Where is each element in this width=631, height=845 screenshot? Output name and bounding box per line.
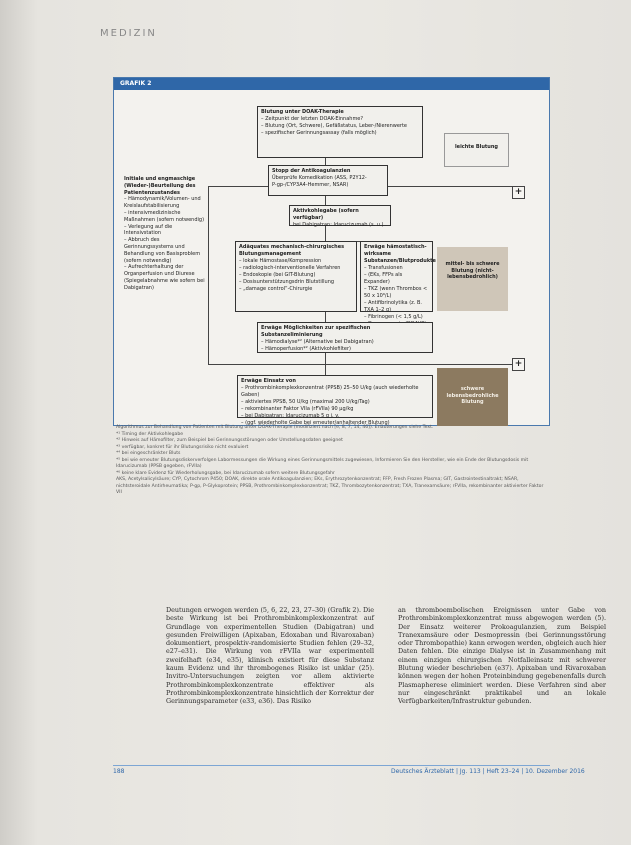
box-charcoal-title: Aktivkohlegabe (sofern verfügbar) — [293, 208, 359, 221]
left-column-item: – Aufrechterhaltung der Organperfusion und Diurese (Spiegelabnahme wie sofern bei Dabigatran) — [124, 264, 205, 291]
box-stop — [268, 165, 388, 196]
box-stop-title: Stopp der Antikoagulanzien — [272, 168, 351, 174]
box-mechanical — [235, 241, 357, 312]
box-history-item: – Blutung (Ort, Schwere), Gefäßstatus, Leber-/Nierenwerte — [261, 123, 419, 130]
box-mechanical-item: – radiologisch-interventionelle Verfahren — [239, 265, 353, 272]
connector — [325, 158, 326, 165]
connector — [208, 364, 512, 365]
severity-mild — [444, 133, 509, 167]
footnote: *¹ Timing der Aktivkohlegabe — [116, 431, 184, 437]
box-substitution — [360, 241, 436, 320]
footnote: *² Hinweis auf Hämofilter, zum Beispiel bei Gerinnungsstörungen oder Umstellungsdaten geeignet — [116, 438, 343, 443]
severity-severe — [437, 368, 508, 426]
box-history-item: – spezifischer Gerinnungsassay (falls möglich) — [261, 130, 419, 137]
box-mechanical-item: – lokale Hämostase/Kompression — [239, 258, 353, 265]
left-column-item-text: Hämodynamik/Volumen- und Kreislaufstabilisierung — [124, 196, 201, 210]
box-mechanical-item: – Dosisunterstützungsdrin Blutstillung — [239, 279, 353, 286]
figure-heading: GRAFIK 2 — [114, 78, 549, 90]
footnote: Algorithmus zur Behandlung von Patienten mit Blutung unter DOAK-Therapie (modifiziert nach [e, 8, 7, 14, 46]). Erläuterungen siehe Text. — [116, 425, 434, 430]
box-substitution-item: – Antifibrinolytika (z. B. TXA 1–2 g) — [364, 300, 429, 314]
journal-citation: Deutsches Ärzteblatt | Jg. 113 | Heft 23–24 | 10. Dezember 2016 — [391, 768, 585, 775]
footnote: *⁶ keine klare Evidenz für Wiederholungsgabe, bei Idarucizumab sofern weitere Blutungsgefahr — [116, 470, 335, 476]
body-text-left: Deutungen erwogen werden (5, 6, 22, 23, 27–30) (Grafik 2). Die beste Wirkung ist bei Prothrombinkomplexkonzentrat auf Grundlage von experimentellen Studien (Dabigatran) und gesunden Freiwilligen (Apixaban, Edoxaban und Rivaroxaban) dokumentiert, prospektiv-randomisierte Studien fehlen (29–32, e27–e31). Die Wirkung von rFVIIa war experimentell zweifelhaft (e34, e35), klinisch existiert für diese Substanz kaum Evidenz und ihr thrombogenes Risiko ist unklar (25). Invitro-Untersuchungen zeigten vor allem aktivierte Prothrombinkomplexkonzentrate effektiver als Prothrombinkomplexkonzentrate hinsichtlich der Korrektur der Gerinnungsparameter (e33, e36). Das Risiko — [166, 606, 374, 706]
box-final-title: Erwäge Einsatz von — [241, 378, 296, 384]
box-specific-item: – Hämoperfusion*² (Aktivkohlefilter) — [261, 346, 429, 353]
left-assessment-column — [124, 176, 208, 364]
section-label: MEDIZIN — [100, 28, 157, 39]
box-specific — [257, 322, 433, 353]
box-final-item: – rekombinanter Faktor VIIa (rFVIIa) 90 µg/kg — [241, 406, 429, 413]
severity-severe-label: schwere lebensbedrohliche Blutung — [446, 386, 499, 405]
severity-moderate — [437, 247, 508, 311]
box-final-item: – Prothrombinkomplexkonzentrat (PPSB) 25–50 U/kg (auch wiederholte Gaben) — [241, 385, 429, 399]
box-final-item: – (ggf. wiederholte Gabe bei erneuter/anhaltender Blutung) — [241, 420, 429, 427]
left-column-title: Initiale und engmaschige (Wieder-)Beurteilung des Patientenzustandes — [124, 176, 196, 196]
box-final-item: – bei Dabigatran: Idarucizumab 5 g i. v. — [241, 413, 429, 420]
plus-icon: + — [512, 186, 525, 199]
connector — [325, 196, 326, 205]
box-substitution-item: – (EKs, FFPs als Expander) — [364, 272, 429, 286]
left-column-item: – Abbruch des Gerinnungssystems und Behandlung von Basisproblem (sofern notwendig) — [124, 237, 201, 264]
body-text-right: an thromboembolischen Ereignissen unter Gabe von Prothrombinkomplexkonzentrat muss abgewogen werden (5). Der Einsatz weiterer Prokoagulanzien, zum Beispiel Tranexamsäure oder Desmopressin (bei Gerinnungsstörung oder Thrombopathie) kann erwogen werden, obgleich auch hier Daten fehlen. Die einzige Dialyse ist in Zusammenhang mit einem einzigen chirurgischen Notfalleinsatz mit schwerer Blutung wieder beschrieben (e37). Apixaban und Rivaroxaban können wegen der hohen Proteinbindung gegebenenfalls durch Plasmapherese eliminiert werden. Diese Verfahren sind aber nur eingeschränkt praktikabel und an lokale Verfügbarkeiten/Infrastruktur gebunden. — [398, 606, 606, 706]
left-column-item: – Verlegung auf die Intensivstation — [124, 223, 173, 237]
connector — [208, 186, 209, 364]
box-substitution-item: – Transfusionen — [364, 265, 429, 272]
severity-moderate-label: mittel- bis schwere Blutung (nicht-lebensbedrohlich) — [445, 261, 500, 280]
footer-rule — [113, 765, 550, 766]
footnote: *³ verfügbar, konkret für ihr Blutungsrisiko nicht evaluiert — [116, 444, 249, 450]
box-final-item: – aktiviertes PPSB, 50 U/kg (maximal 200 U/kg/Tag) — [241, 399, 429, 406]
footnote: AKS, Acetylsalicylsäure; CYP, Cytochrom P450; DOAK, direkte orale Antikoagulanzien; EKs, Erythrozytenkonzentrat; FFP, Fresh Frozen Plasma; GIT, Gastrointestinaltrakt; NSAR, nichtsteroidale Antirheumatika; P-gp, P-Glykoprotein; PPSB, Prothrombinkomplexkonzentrat; TKZ, Thrombozytenkonzentrat; TXA, Tranexamsäure; rFVIIa, rekombinanter aktivierter Faktor VII — [116, 477, 544, 495]
box-charcoal — [289, 205, 391, 226]
left-column-item-text: Abbruch des Gerinnungssystems und Behandlung von Basisproblem (sofern notwendig) — [124, 237, 201, 264]
left-column-item-text: Verlegung auf die Intensivstation — [124, 223, 173, 237]
left-column-item: – intensivmedizinische Maßnahmen (sofern notwendig) — [124, 209, 205, 223]
footnote: *⁴ bei eingeschränkter Bluts — [116, 451, 181, 456]
box-mechanical-item: – Endoskopie (bei GIT-Blutung) — [239, 272, 353, 279]
box-substitution-item: – Fibrinogen (< 1,5 g/L) — [364, 314, 429, 321]
severity-mild-label: leichte Blutung — [454, 144, 499, 150]
box-history-title: Blutung unter DOAK-Therapie — [261, 109, 344, 115]
box-mechanical-item: – „damage control“-Chirurgie — [239, 286, 353, 293]
box-substitution-item: – TKZ (wenn Thrombos < 50 x 10⁹/L) — [364, 286, 429, 300]
box-specific-title: Erwäge Möglichkeiten zur spezifischen Substanzeliminierung — [261, 325, 371, 338]
box-history-item: – Zeitpunkt der letzten DOAK-Einnahme? — [261, 116, 419, 123]
box-stop-line: P-gp-/CYP3A4-Hemmer, NSAR) — [272, 182, 349, 188]
box-history — [257, 106, 423, 158]
left-column-item: – Hämodynamik/Volumen- und Kreislaufstabilisierung — [124, 196, 201, 210]
figure-footnotes — [116, 425, 548, 497]
box-mechanical-title: Adäquates mechanisch-chirurgisches Blutungsmanagement — [239, 244, 345, 257]
left-column-item-text: intensivmedizinische Maßnahmen (sofern notwendig) — [124, 209, 205, 223]
box-final — [237, 375, 433, 426]
box-charcoal-line: bei Dabigatran: Idarucizumab (s. u.) — [293, 222, 384, 228]
connector — [325, 312, 326, 322]
footnote: *⁵ bei wie erneuter Blutungsdiskerverfolgen Labormessungen die Wirkung eines Gerinnungsmittels zugewiesen, Informieren Sie den Hersteller, wie ein Ende der Blutungsdosis mit Idarucizumab (PPSB gegeben, rFVIIa) — [116, 457, 529, 469]
plus-icon: + — [512, 358, 525, 371]
page-number: 188 — [113, 768, 125, 775]
box-specific-item: – Hämodialyse*² (Alternative bei Dabigatran) — [261, 339, 429, 346]
box-substitution-title: Erwäge hämostatisch-wirksame Substanzen/Blutprodukte — [364, 244, 436, 264]
box-stop-line: Überprüfe Komedikation (ASS, P2Y12- — [272, 175, 367, 181]
left-column-item-text: Aufrechterhaltung der Organperfusion und Diurese (Spiegelabnahme wie sofern bei Dabigatran) — [124, 264, 205, 291]
